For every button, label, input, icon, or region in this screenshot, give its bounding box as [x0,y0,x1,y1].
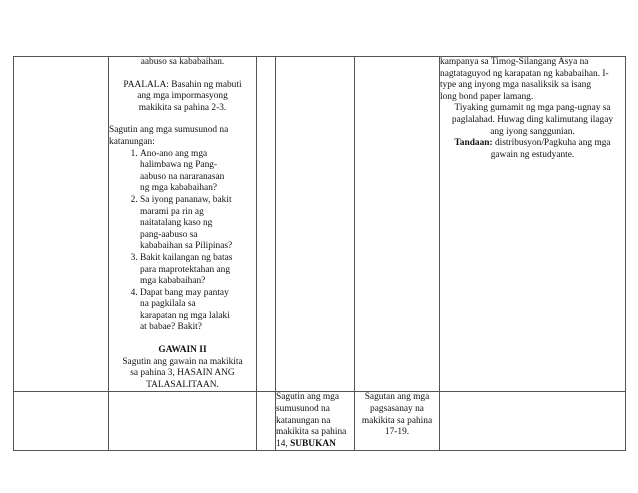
cell-row1-activities [109,57,257,392]
text-line: paglalahad. Huwag ding kalimutang ilagay [451,114,614,125]
question-line: at babae? Bakit? [140,322,202,333]
text-line: Sagutin ang mga [276,392,340,403]
question-line: para maprotektahan ang [140,264,231,275]
cell-row2-col3 [257,392,276,451]
text-line: makikita sa pahina [361,415,433,426]
cell-row1-col5 [355,57,440,392]
cell-row2-col1 [14,392,109,451]
text-line: makikita sa pahina [276,427,347,438]
question-line: 3. Bakit kailangan ng batas [140,252,233,263]
text-line: type ang inyong mga nasaliksik sa isang [440,80,592,91]
text-line: aabuso sa kababaihan. [140,57,225,67]
prompt-line: Sagutin ang mga sumusunod na [109,125,229,136]
text-line: nagtataguyod ng karapatan ng kababaihan. I- [440,68,609,79]
cell-row1-assignment [440,57,626,392]
table-row [14,392,626,451]
text-line: sumusunod na [276,404,330,415]
gawain-line: TALASALITAAN. [146,379,219,390]
question-line: 2. Sa iyong pananaw, bakit [140,194,232,205]
question-item [140,195,256,253]
question-line: pang-aabuso sa [140,229,198,240]
gawain-line: Sagutin ang gawain na makikita [122,356,243,367]
cell-row1-col1 [14,57,109,392]
question-line: 1. Ano-ano ang mga [140,148,208,159]
question-line: ng mga kababaihan? [140,183,218,194]
paalala-line: makikita sa pahina 2-3. [138,102,227,113]
text-line: ang iyong sanggunian. [490,126,575,137]
text-line: long bond paper lamang. [440,91,534,102]
text-line: pagsasanay na [370,404,424,415]
gawain-title: GAWAIN II [158,345,207,356]
cell-row2-col6 [440,392,626,451]
cell-row2-subukan [276,392,355,451]
paalala-line: ang mga impormasyong [137,91,228,102]
question-line: aabuso na nararanasan [140,171,225,182]
paalala-line: PAALALA: Basahin ng mabuti [123,79,242,90]
question-line: karapatan ng mga lalaki [140,310,230,321]
question-list [109,149,256,335]
question-line: na pagkilala sa [140,299,196,310]
question-line: mga kababaihan? [140,276,206,287]
tandaan-text: distribusyon/Pagkuha ang mga [492,138,611,149]
question-item [140,288,256,334]
cell-row2-pagsasanay [355,392,440,451]
question-line: kababaihan sa Pilipinas? [140,241,233,252]
subukan-label: SUBUKAN [290,438,336,449]
text-line: kampanya sa Timog-Silangang Asya na [440,57,589,67]
text-line: 17-19. [384,427,410,438]
text-line: Tiyaking gumamit ng mga pang-ugnay sa [454,103,611,114]
lesson-plan-table [13,56,626,451]
question-line: marami pa rin ag [140,206,204,217]
table-row [14,57,626,392]
cell-row1-col4 [276,57,355,392]
question-line: halimbawa ng Pang- [140,160,218,171]
cell-row2-col2 [109,392,257,451]
prompt-line: katanungan: [109,136,155,147]
question-item [140,149,256,195]
text-line [276,439,354,451]
question-line: naitatalang kaso ng [140,218,213,229]
text-line: Sagutan ang mga [364,392,430,403]
question-line: 4. Dapat bang may pantay [140,287,229,298]
page-ref: 14, [276,438,291,449]
tandaan-label: Tandaan: [454,138,493,149]
text-line: katanungan na [276,415,331,426]
gawain-line: sa pahina 3, HASAIN ANG [130,368,235,379]
tandaan-line [440,138,625,150]
text-line: gawain ng estudyante. [490,149,575,160]
question-item [140,253,256,288]
cell-row1-col3 [257,57,276,392]
